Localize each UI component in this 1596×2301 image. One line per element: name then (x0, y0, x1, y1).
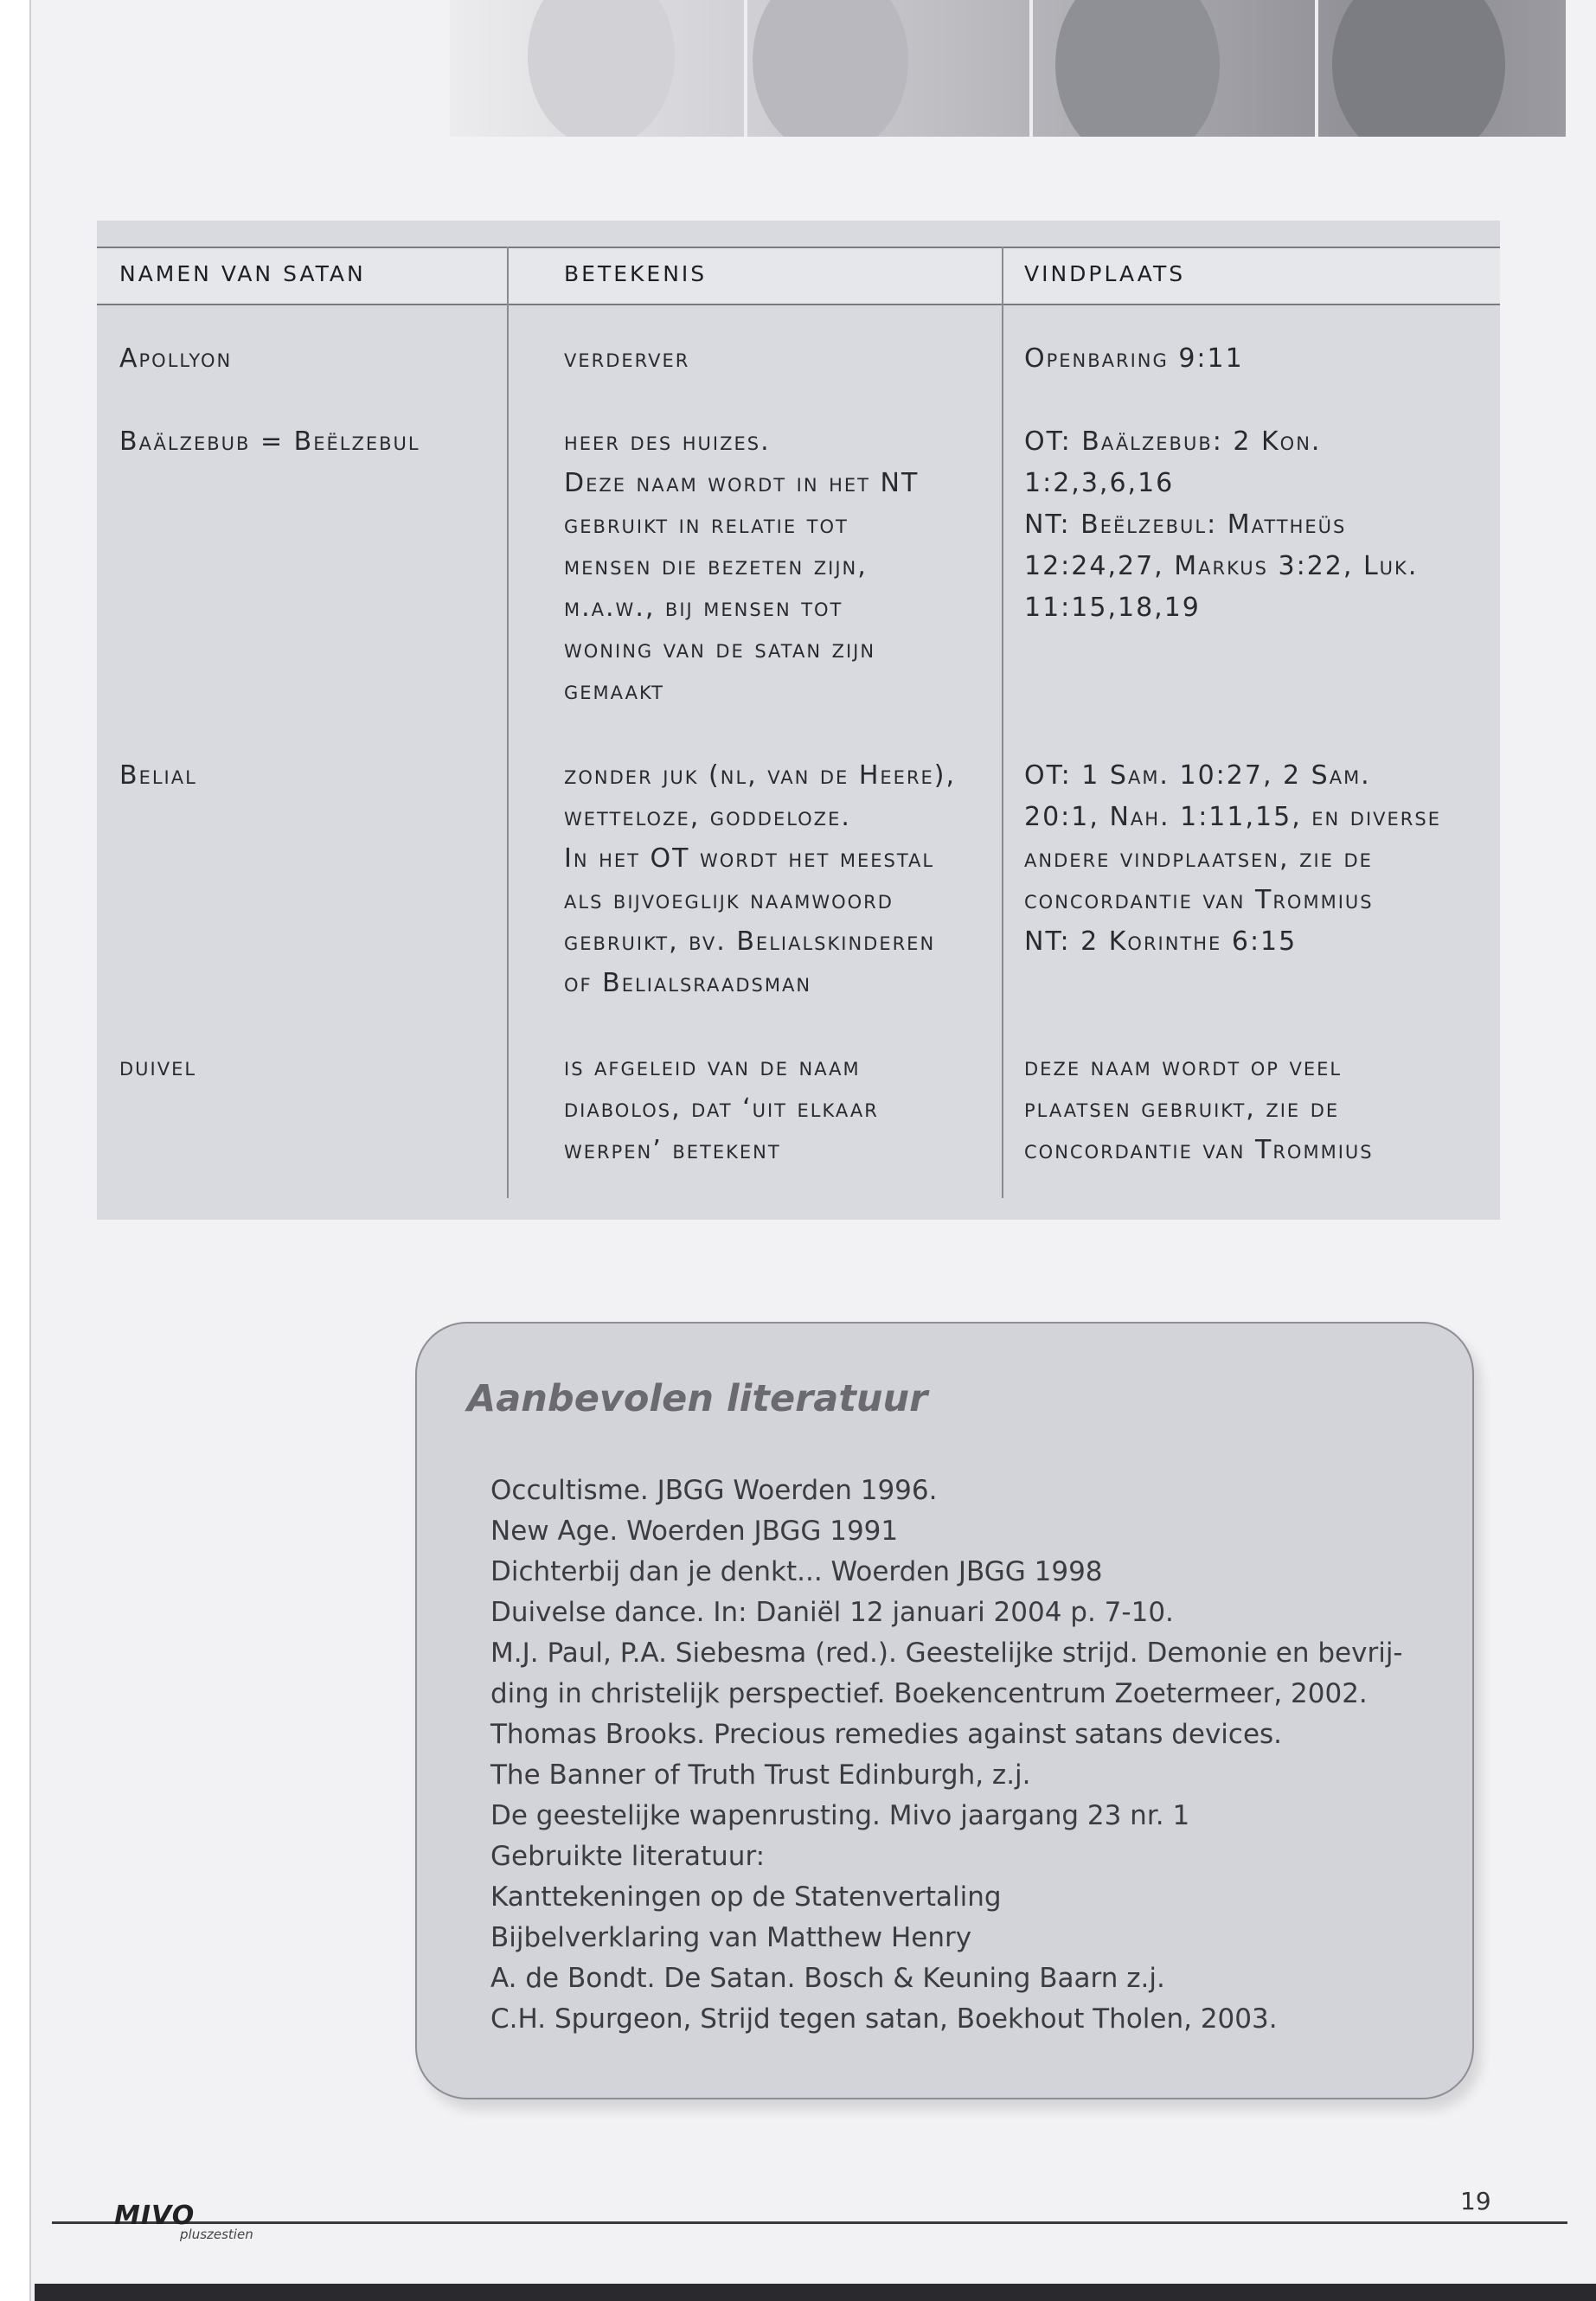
footer-rule (52, 2221, 1567, 2224)
cell-line: wetteloze, goddeloze. (564, 802, 851, 832)
row-name (119, 338, 483, 380)
cell-line: andere vindplaatsen, zie de (1024, 843, 1373, 874)
cell-line: is afgeleid van de naam (564, 1052, 861, 1082)
row-source (1024, 338, 1483, 380)
literature-line: Kanttekeningen op de Statenvertaling (490, 1881, 1002, 1913)
header-source: VINDPLAATS (1024, 261, 1186, 286)
row-name (119, 421, 483, 463)
satan-names-table (97, 221, 1500, 1220)
cell-line: NT: Beëlzebul: Mattheüs (1024, 510, 1347, 540)
photo-divider (1029, 0, 1033, 137)
photo-divider (744, 0, 747, 137)
literature-title: Aanbevolen literatuur (467, 1377, 928, 1420)
cell-line: als bijvoeglijk naamwoord (564, 885, 894, 915)
page-number: 19 (1460, 2187, 1491, 2215)
cell-line: gemaakt (564, 676, 664, 706)
cell-line: 20:1, Nah. 1:11,15, en diverse (1024, 802, 1441, 832)
literature-line: The Banner of Truth Trust Edinburgh, z.j. (490, 1759, 1031, 1791)
cell-line: woning van de satan zijn (564, 634, 876, 664)
literature-line: Dichterbij dan je denkt... Woerden JBGG 1998 (490, 1556, 1103, 1587)
row-name (119, 755, 483, 797)
cell-line: werpen’ betekent (564, 1135, 781, 1165)
cell-line: duivel (119, 1052, 197, 1082)
cell-line: OT: Baälzebub: 2 Kon. (1024, 426, 1322, 457)
literature-line: M.J. Paul, P.A. Siebesma (red.). Geestelijke strijd. Demonie en bevrij- (490, 1638, 1403, 1669)
cell-line: plaatsen gebruikt, zie de (1024, 1093, 1340, 1124)
cell-line: Belial (119, 760, 197, 791)
literature-line: A. de Bondt. De Satan. Bosch & Keuning Baarn z.j. (490, 1963, 1165, 1994)
cell-line: Deze naam wordt in het NT (564, 468, 920, 498)
row-name (119, 1047, 483, 1088)
cell-line: NT: 2 Korinthe 6:15 (1024, 926, 1298, 957)
literature-line: ding in christelijk perspectief. Boekencentrum Zoetermeer, 2002. (490, 1678, 1368, 1709)
bottom-edge-bar (35, 2284, 1596, 2301)
literature-line: Duivelse dance. In: Daniël 12 januari 2004 p. 7-10. (490, 1597, 1174, 1628)
literature-line: New Age. Woerden JBGG 1991 (490, 1516, 899, 1547)
cell-line: concordantie van Trommius (1024, 885, 1374, 915)
photo-face (528, 0, 675, 137)
column-divider (507, 247, 509, 1198)
literature-line: Occultisme. JBGG Woerden 1996. (490, 1475, 938, 1506)
photo-face (1332, 0, 1505, 137)
cell-line: 12:24,27, Markus 3:22, Luk. (1024, 551, 1419, 581)
row-meaning (564, 755, 1014, 1004)
literature-line: De geestelijke wapenrusting. Mivo jaargang 23 nr. 1 (490, 1800, 1190, 1831)
literature-line: Thomas Brooks. Precious remedies against satans devices. (490, 1719, 1283, 1750)
literature-line: Bijbelverklaring van Matthew Henry (490, 1922, 972, 1953)
row-source (1024, 421, 1483, 629)
cell-line: Baälzebub = Beëlzebul (119, 426, 420, 457)
row-meaning (564, 338, 1014, 380)
row-meaning (564, 421, 1014, 712)
row-source (1024, 755, 1483, 963)
cell-line: zonder juk (nl, van de Heere), (564, 760, 957, 791)
cell-line: In het OT wordt het meestal (564, 843, 935, 874)
literature-line: Gebruikte literatuur: (490, 1841, 766, 1872)
cell-line: verderver (564, 343, 690, 374)
page-edge (0, 0, 31, 2301)
cell-line: deze naam wordt op veel (1024, 1052, 1343, 1082)
literature-line: C.H. Spurgeon, Strijd tegen satan, Boekhout Tholen, 2003. (490, 2003, 1278, 2035)
recommended-literature-box (415, 1322, 1474, 2099)
row-source (1024, 1047, 1483, 1171)
mivo-logo-subtitle: pluszestien (180, 2227, 253, 2242)
header-names: NAMEN VAN SATAN (119, 261, 366, 286)
header-photo-strip (450, 0, 1566, 137)
cell-line: gebruikt, bv. Belialskinderen (564, 926, 936, 957)
header-meaning: BETEKENIS (564, 261, 708, 286)
cell-line: of Belialsraadsman (564, 968, 812, 998)
photo-face (1055, 0, 1220, 137)
cell-line: Openbaring 9:11 (1024, 343, 1244, 374)
cell-line: m.a.w., bij mensen tot (564, 593, 843, 623)
cell-line: heer des huizes. (564, 426, 771, 457)
cell-line: 11:15,18,19 (1024, 593, 1201, 623)
row-meaning (564, 1047, 1014, 1171)
cell-line: concordantie van Trommius (1024, 1135, 1374, 1165)
cell-line: OT: 1 Sam. 10:27, 2 Sam. (1024, 760, 1371, 791)
mivo-logo: MIVO (114, 2201, 195, 2231)
cell-line: mensen die bezeten zijn, (564, 551, 868, 581)
photo-divider (1315, 0, 1318, 137)
literature-list (490, 1471, 1459, 2040)
cell-line: Apollyon (119, 343, 233, 374)
cell-line: gebruikt in relatie tot (564, 510, 849, 540)
cell-line: 1:2,3,6,16 (1024, 468, 1175, 498)
photo-face (753, 0, 908, 137)
cell-line: diabolos, dat ‘uit elkaar (564, 1093, 879, 1124)
